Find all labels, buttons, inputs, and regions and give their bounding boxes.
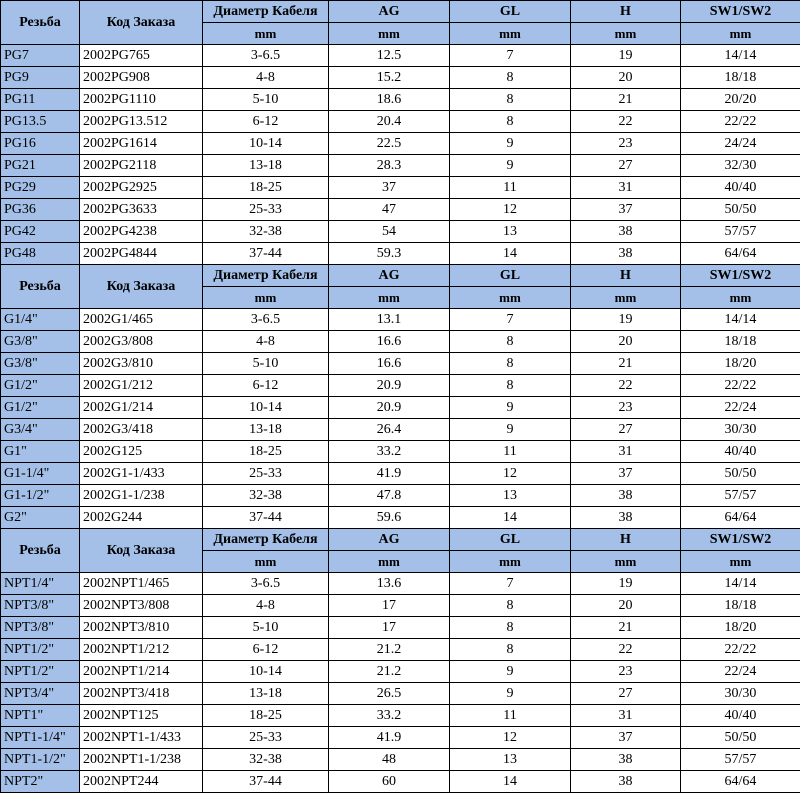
ag-cell: 26.5	[329, 683, 450, 705]
thread-cell: NPT3/4"	[1, 683, 80, 705]
thread-cell: PG29	[1, 177, 80, 199]
h-cell: 22	[571, 375, 681, 397]
ag-cell: 37	[329, 177, 450, 199]
gl-cell: 8	[450, 111, 571, 133]
table-row	[1, 639, 800, 661]
header-order-code: Код Заказа	[80, 1, 203, 45]
ag-cell: 17	[329, 595, 450, 617]
cable-diameter-cell: 10-14	[203, 133, 329, 155]
table-row	[1, 221, 800, 243]
order-code-cell: 2002G1-1/238	[80, 485, 203, 507]
h-cell: 19	[571, 45, 681, 67]
table-row	[1, 705, 800, 727]
order-code-cell: 2002PG2118	[80, 155, 203, 177]
header-sw: SW1/SW2	[681, 265, 800, 287]
order-code-cell: 2002NPT125	[80, 705, 203, 727]
unit-cell: mm	[203, 551, 329, 573]
h-cell: 21	[571, 617, 681, 639]
unit-cell: mm	[571, 551, 681, 573]
table-row	[1, 199, 800, 221]
gl-cell: 9	[450, 419, 571, 441]
table-row	[1, 177, 800, 199]
h-cell: 21	[571, 89, 681, 111]
header-thread: Резьба	[1, 1, 80, 45]
order-code-cell: 2002PG1110	[80, 89, 203, 111]
ag-cell: 48	[329, 749, 450, 771]
ag-cell: 33.2	[329, 705, 450, 727]
cable-diameter-cell: 32-38	[203, 749, 329, 771]
order-code-cell: 2002PG4238	[80, 221, 203, 243]
header-ag: AG	[329, 265, 450, 287]
cable-diameter-cell: 6-12	[203, 375, 329, 397]
gl-cell: 7	[450, 45, 571, 67]
sw-cell: 22/24	[681, 397, 800, 419]
unit-cell: mm	[681, 287, 800, 309]
table-row	[1, 595, 800, 617]
ag-cell: 41.9	[329, 463, 450, 485]
ag-cell: 20.4	[329, 111, 450, 133]
sw-cell: 64/64	[681, 771, 800, 793]
table-row	[1, 375, 800, 397]
unit-cell: mm	[681, 23, 800, 45]
gl-cell: 9	[450, 661, 571, 683]
thread-cell: PG21	[1, 155, 80, 177]
h-cell: 31	[571, 705, 681, 727]
table-row	[1, 617, 800, 639]
ag-cell: 20.9	[329, 375, 450, 397]
cable-diameter-cell: 18-25	[203, 441, 329, 463]
ag-cell: 60	[329, 771, 450, 793]
cable-diameter-cell: 18-25	[203, 177, 329, 199]
order-code-cell: 2002G3/418	[80, 419, 203, 441]
sw-cell: 20/20	[681, 89, 800, 111]
unit-cell: mm	[329, 287, 450, 309]
ag-cell: 17	[329, 617, 450, 639]
h-cell: 38	[571, 221, 681, 243]
header-thread: Резьба	[1, 529, 80, 573]
thread-cell: NPT1"	[1, 705, 80, 727]
header-thread: Резьба	[1, 265, 80, 309]
header-order-code: Код Заказа	[80, 529, 203, 573]
gl-cell: 11	[450, 705, 571, 727]
sw-cell: 50/50	[681, 727, 800, 749]
sw-cell: 14/14	[681, 573, 800, 595]
thread-cell: G1-1/2"	[1, 485, 80, 507]
ag-cell: 21.2	[329, 639, 450, 661]
gl-cell: 12	[450, 463, 571, 485]
table-row	[1, 243, 800, 265]
order-code-cell: 2002G125	[80, 441, 203, 463]
h-cell: 19	[571, 309, 681, 331]
cable-diameter-cell: 5-10	[203, 617, 329, 639]
unit-cell: mm	[571, 23, 681, 45]
ag-cell: 41.9	[329, 727, 450, 749]
order-code-cell: 2002PG908	[80, 67, 203, 89]
table-row	[1, 661, 800, 683]
sw-cell: 64/64	[681, 243, 800, 265]
order-code-cell: 2002NPT3/418	[80, 683, 203, 705]
sw-cell: 18/18	[681, 595, 800, 617]
table-row	[1, 133, 800, 155]
gl-cell: 13	[450, 749, 571, 771]
thread-cell: NPT2"	[1, 771, 80, 793]
gl-cell: 8	[450, 639, 571, 661]
h-cell: 22	[571, 111, 681, 133]
table-row	[1, 419, 800, 441]
table-row	[1, 771, 800, 793]
thread-cell: PG11	[1, 89, 80, 111]
cable-diameter-cell: 37-44	[203, 243, 329, 265]
cable-diameter-cell: 4-8	[203, 331, 329, 353]
thread-cell: G3/8"	[1, 353, 80, 375]
header-gl: GL	[450, 1, 571, 23]
gl-cell: 11	[450, 177, 571, 199]
table-row	[1, 155, 800, 177]
thread-cell: PG13.5	[1, 111, 80, 133]
header-row	[1, 265, 800, 287]
sw-cell: 57/57	[681, 221, 800, 243]
thread-cell: PG42	[1, 221, 80, 243]
order-code-cell: 2002PG765	[80, 45, 203, 67]
table-row	[1, 683, 800, 705]
table-row	[1, 309, 800, 331]
order-code-cell: 2002PG2925	[80, 177, 203, 199]
h-cell: 20	[571, 67, 681, 89]
table-row	[1, 331, 800, 353]
unit-cell: mm	[450, 23, 571, 45]
thread-cell: PG48	[1, 243, 80, 265]
cable-diameter-cell: 13-18	[203, 419, 329, 441]
sw-cell: 22/22	[681, 375, 800, 397]
sw-cell: 64/64	[681, 507, 800, 529]
sw-cell: 18/20	[681, 353, 800, 375]
cable-diameter-cell: 25-33	[203, 199, 329, 221]
gl-cell: 14	[450, 507, 571, 529]
gl-cell: 14	[450, 771, 571, 793]
ag-cell: 16.6	[329, 331, 450, 353]
cable-diameter-cell: 25-33	[203, 463, 329, 485]
cable-diameter-cell: 5-10	[203, 353, 329, 375]
thread-cell: G2"	[1, 507, 80, 529]
cable-diameter-cell: 4-8	[203, 67, 329, 89]
sw-cell: 22/22	[681, 111, 800, 133]
header-h: H	[571, 529, 681, 551]
h-cell: 38	[571, 749, 681, 771]
cable-diameter-cell: 6-12	[203, 111, 329, 133]
thread-cell: G1-1/4"	[1, 463, 80, 485]
header-cable-diameter: Диаметр Кабеля	[203, 1, 329, 23]
h-cell: 27	[571, 155, 681, 177]
order-code-cell: 2002G1/465	[80, 309, 203, 331]
thread-cell: NPT3/8"	[1, 595, 80, 617]
sw-cell: 18/18	[681, 331, 800, 353]
h-cell: 37	[571, 727, 681, 749]
sw-cell: 22/22	[681, 639, 800, 661]
thread-cell: G1/2"	[1, 375, 80, 397]
ag-cell: 59.3	[329, 243, 450, 265]
table-row	[1, 727, 800, 749]
thread-cell: G1/4"	[1, 309, 80, 331]
sw-cell: 14/14	[681, 309, 800, 331]
sw-cell: 30/30	[681, 683, 800, 705]
cable-diameter-cell: 10-14	[203, 397, 329, 419]
order-code-cell: 2002PG1614	[80, 133, 203, 155]
table-row	[1, 89, 800, 111]
h-cell: 23	[571, 133, 681, 155]
table-row	[1, 485, 800, 507]
cable-diameter-cell: 6-12	[203, 639, 329, 661]
gl-cell: 9	[450, 397, 571, 419]
thread-cell: PG9	[1, 67, 80, 89]
cable-diameter-cell: 18-25	[203, 705, 329, 727]
table-row	[1, 463, 800, 485]
order-code-cell: 2002G3/810	[80, 353, 203, 375]
thread-cell: NPT1/2"	[1, 639, 80, 661]
gl-cell: 8	[450, 67, 571, 89]
h-cell: 38	[571, 771, 681, 793]
unit-cell: mm	[681, 551, 800, 573]
cable-diameter-cell: 3-6.5	[203, 573, 329, 595]
gl-cell: 9	[450, 133, 571, 155]
h-cell: 31	[571, 177, 681, 199]
table-row	[1, 441, 800, 463]
sw-cell: 30/30	[681, 419, 800, 441]
ag-cell: 28.3	[329, 155, 450, 177]
h-cell: 20	[571, 331, 681, 353]
header-cable-diameter: Диаметр Кабеля	[203, 265, 329, 287]
thread-cell: NPT3/8"	[1, 617, 80, 639]
h-cell: 31	[571, 441, 681, 463]
h-cell: 21	[571, 353, 681, 375]
gl-cell: 9	[450, 683, 571, 705]
order-code-cell: 2002PG3633	[80, 199, 203, 221]
gl-cell: 7	[450, 309, 571, 331]
ag-cell: 21.2	[329, 661, 450, 683]
header-sw: SW1/SW2	[681, 529, 800, 551]
h-cell: 37	[571, 463, 681, 485]
h-cell: 23	[571, 397, 681, 419]
gl-cell: 14	[450, 243, 571, 265]
ag-cell: 20.9	[329, 397, 450, 419]
thread-cell: PG16	[1, 133, 80, 155]
gl-cell: 11	[450, 441, 571, 463]
table-row	[1, 67, 800, 89]
h-cell: 38	[571, 485, 681, 507]
table-row	[1, 749, 800, 771]
gl-cell: 8	[450, 375, 571, 397]
header-row	[1, 1, 800, 23]
cable-diameter-cell: 13-18	[203, 155, 329, 177]
sw-cell: 50/50	[681, 463, 800, 485]
header-cable-diameter: Диаметр Кабеля	[203, 529, 329, 551]
ag-cell: 13.1	[329, 309, 450, 331]
h-cell: 27	[571, 419, 681, 441]
sw-cell: 22/24	[681, 661, 800, 683]
order-code-cell: 2002G1-1/433	[80, 463, 203, 485]
cable-diameter-cell: 3-6.5	[203, 45, 329, 67]
sw-cell: 40/40	[681, 177, 800, 199]
sw-cell: 18/20	[681, 617, 800, 639]
ag-cell: 22.5	[329, 133, 450, 155]
ag-cell: 47.8	[329, 485, 450, 507]
header-h: H	[571, 1, 681, 23]
table-row	[1, 353, 800, 375]
order-code-cell: 2002NPT244	[80, 771, 203, 793]
order-code-cell: 2002G1/212	[80, 375, 203, 397]
table-row	[1, 111, 800, 133]
order-code-cell: 2002PG4844	[80, 243, 203, 265]
table-row	[1, 507, 800, 529]
order-code-cell: 2002NPT1/465	[80, 573, 203, 595]
header-ag: AG	[329, 529, 450, 551]
gl-cell: 9	[450, 155, 571, 177]
sw-cell: 32/30	[681, 155, 800, 177]
thread-cell: G3/4"	[1, 419, 80, 441]
order-code-cell: 2002PG13.512	[80, 111, 203, 133]
sw-cell: 50/50	[681, 199, 800, 221]
gl-cell: 13	[450, 221, 571, 243]
cable-diameter-cell: 13-18	[203, 683, 329, 705]
header-gl: GL	[450, 529, 571, 551]
section-g	[1, 265, 800, 529]
order-code-cell: 2002NPT1-1/433	[80, 727, 203, 749]
gl-cell: 8	[450, 353, 571, 375]
table-row	[1, 397, 800, 419]
sw-cell: 40/40	[681, 705, 800, 727]
cable-diameter-cell: 25-33	[203, 727, 329, 749]
unit-cell: mm	[450, 551, 571, 573]
gl-cell: 8	[450, 617, 571, 639]
gl-cell: 8	[450, 595, 571, 617]
sw-cell: 24/24	[681, 133, 800, 155]
ag-cell: 12.5	[329, 45, 450, 67]
ag-cell: 33.2	[329, 441, 450, 463]
ag-cell: 47	[329, 199, 450, 221]
h-cell: 37	[571, 199, 681, 221]
unit-cell: mm	[450, 287, 571, 309]
cable-diameter-cell: 10-14	[203, 661, 329, 683]
cable-diameter-cell: 3-6.5	[203, 309, 329, 331]
h-cell: 27	[571, 683, 681, 705]
ag-cell: 13.6	[329, 573, 450, 595]
h-cell: 20	[571, 595, 681, 617]
gl-cell: 12	[450, 727, 571, 749]
h-cell: 19	[571, 573, 681, 595]
order-code-cell: 2002NPT3/808	[80, 595, 203, 617]
thread-cell: G1/2"	[1, 397, 80, 419]
ag-cell: 59.6	[329, 507, 450, 529]
header-ag: AG	[329, 1, 450, 23]
cable-diameter-cell: 5-10	[203, 89, 329, 111]
gl-cell: 8	[450, 331, 571, 353]
sw-cell: 18/18	[681, 67, 800, 89]
gl-cell: 13	[450, 485, 571, 507]
order-code-cell: 2002NPT1/212	[80, 639, 203, 661]
unit-cell: mm	[329, 551, 450, 573]
table-row	[1, 45, 800, 67]
section-npt	[1, 529, 800, 793]
gl-cell: 8	[450, 89, 571, 111]
sw-cell: 57/57	[681, 485, 800, 507]
unit-cell: mm	[571, 287, 681, 309]
section-pg	[1, 1, 800, 265]
cable-diameter-cell: 4-8	[203, 595, 329, 617]
order-code-cell: 2002NPT1/214	[80, 661, 203, 683]
h-cell: 22	[571, 639, 681, 661]
cable-diameter-cell: 37-44	[203, 507, 329, 529]
order-code-cell: 2002NPT1-1/238	[80, 749, 203, 771]
cable-diameter-cell: 37-44	[203, 771, 329, 793]
h-cell: 23	[571, 661, 681, 683]
sw-cell: 40/40	[681, 441, 800, 463]
unit-cell: mm	[203, 23, 329, 45]
ag-cell: 26.4	[329, 419, 450, 441]
thread-cell: PG7	[1, 45, 80, 67]
order-code-cell: 2002NPT3/810	[80, 617, 203, 639]
thread-cell: NPT1-1/2"	[1, 749, 80, 771]
header-order-code: Код Заказа	[80, 265, 203, 309]
thread-cell: G1"	[1, 441, 80, 463]
thread-cell: G3/8"	[1, 331, 80, 353]
thread-cell: PG36	[1, 199, 80, 221]
ag-cell: 15.2	[329, 67, 450, 89]
h-cell: 38	[571, 243, 681, 265]
gl-cell: 7	[450, 573, 571, 595]
unit-cell: mm	[329, 23, 450, 45]
thread-cell: NPT1/2"	[1, 661, 80, 683]
unit-cell: mm	[203, 287, 329, 309]
thread-cell: NPT1/4"	[1, 573, 80, 595]
cable-diameter-cell: 32-38	[203, 485, 329, 507]
cable-diameter-cell: 32-38	[203, 221, 329, 243]
ag-cell: 54	[329, 221, 450, 243]
header-row	[1, 529, 800, 551]
gl-cell: 12	[450, 199, 571, 221]
sw-cell: 57/57	[681, 749, 800, 771]
order-code-cell: 2002G244	[80, 507, 203, 529]
header-gl: GL	[450, 265, 571, 287]
h-cell: 38	[571, 507, 681, 529]
thread-cell: NPT1-1/4"	[1, 727, 80, 749]
ag-cell: 16.6	[329, 353, 450, 375]
header-h: H	[571, 265, 681, 287]
ag-cell: 18.6	[329, 89, 450, 111]
order-code-cell: 2002G3/808	[80, 331, 203, 353]
table-row	[1, 573, 800, 595]
header-sw: SW1/SW2	[681, 1, 800, 23]
order-code-cell: 2002G1/214	[80, 397, 203, 419]
sw-cell: 14/14	[681, 45, 800, 67]
